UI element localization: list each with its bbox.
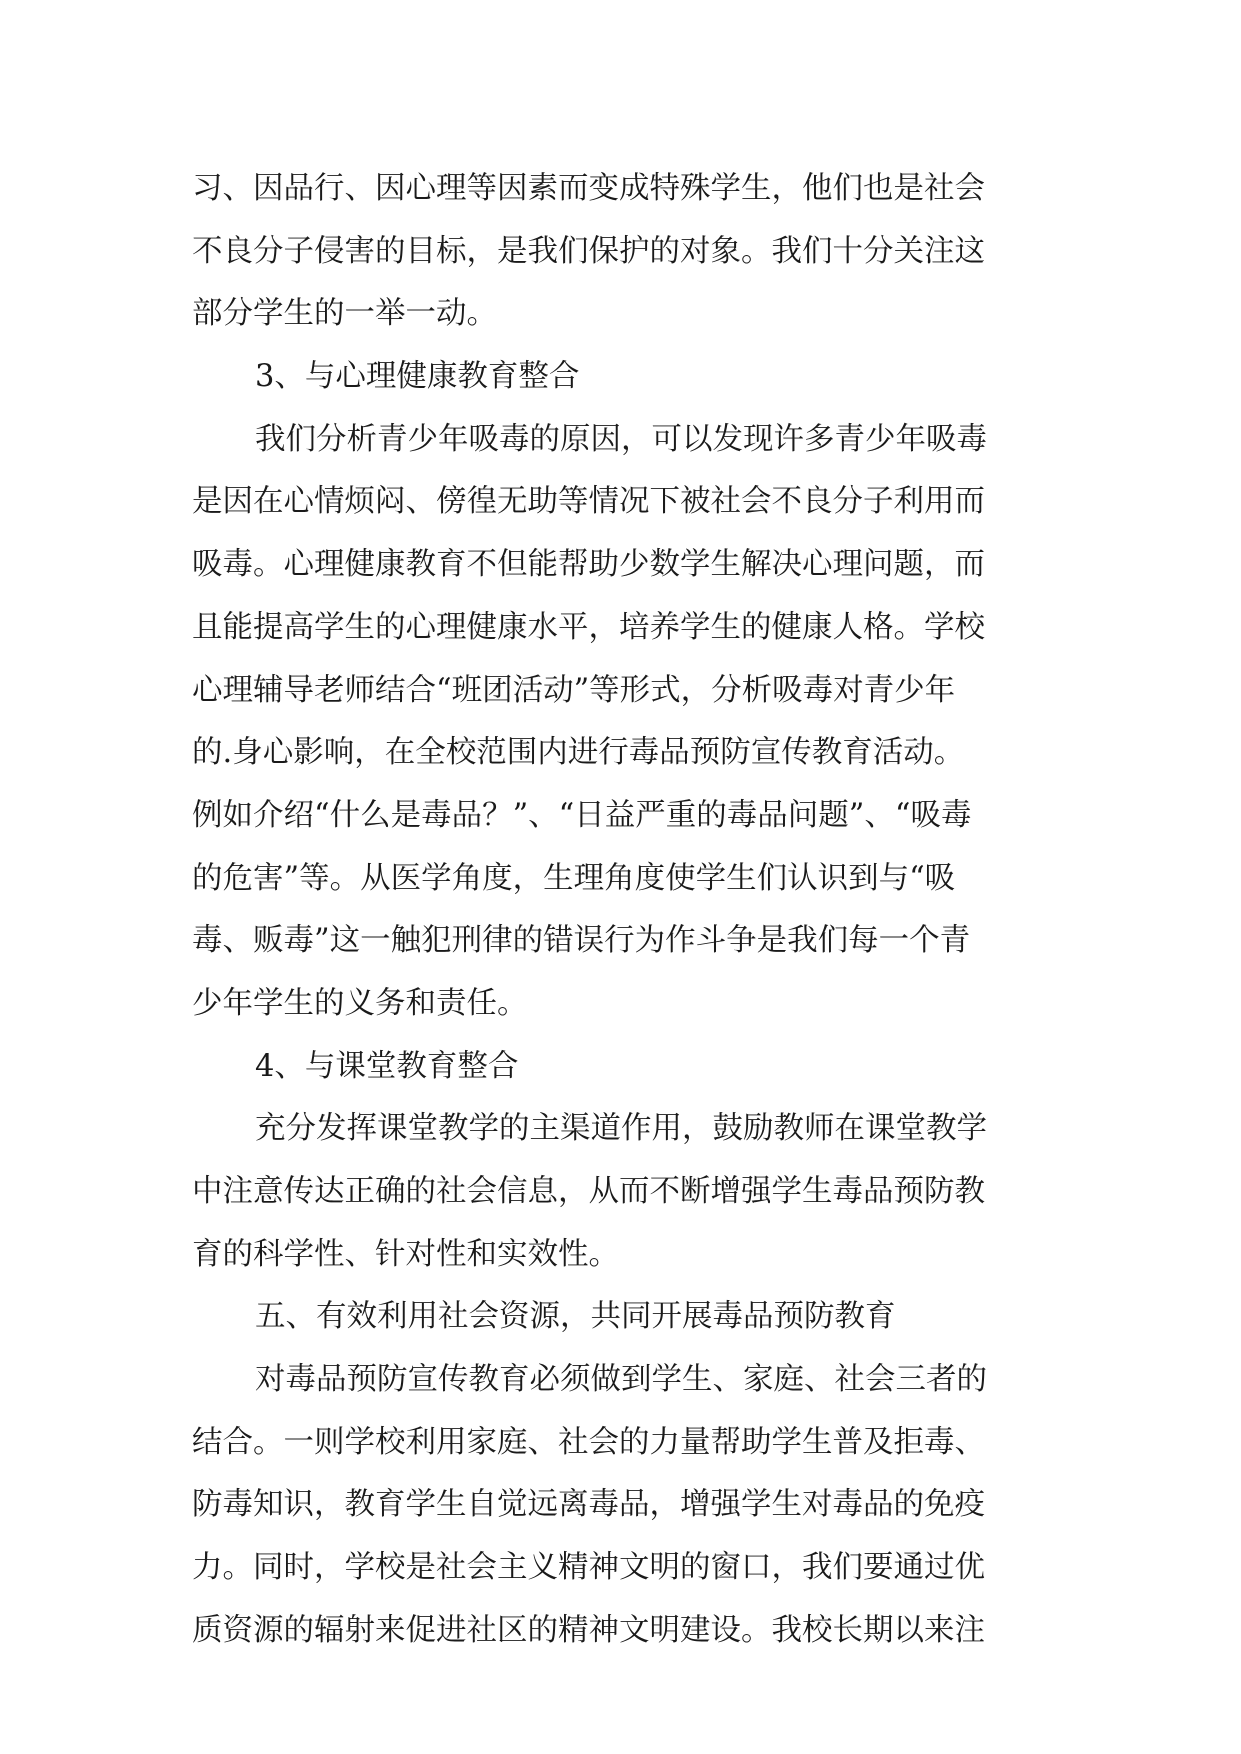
text-line: 质资源的辐射来促进社区的精神文明建设。我校长期以来注	[192, 1612, 985, 1648]
text-line: 结合。一则学校利用家庭、社会的力量帮助学生普及拒毒、	[192, 1424, 985, 1460]
text-line: 不良分子侵害的目标，是我们保护的对象。我们十分关注这	[192, 233, 985, 269]
document-body	[192, 158, 1062, 1663]
text-line: 心理辅导老师结合“班团活动”等形式，分析吸毒对青少年	[192, 672, 956, 708]
section-heading-3: 3、与心理健康教育整合	[255, 359, 580, 395]
section-heading-4: 4、与课堂教育整合	[255, 1048, 519, 1084]
text-line: 毒、贩毒”这一触犯刑律的错误行为作斗争是我们每一个青	[192, 923, 971, 959]
text-line: 防毒知识，教育学生自觉远离毒品，增强学生对毒品的免疫	[192, 1487, 985, 1523]
text-line: 力。同时，学校是社会主义精神文明的窗口，我们要通过优	[192, 1550, 985, 1586]
text-line: 例如介绍“什么是毒品？”、“日益严重的毒品问题”、“吸毒	[192, 797, 972, 833]
text-line: 育的科学性、针对性和实效性。	[192, 1236, 619, 1272]
text-line: 的危害”等。从医学角度，生理角度使学生们认识到与“吸	[192, 860, 956, 896]
text-line: 中注意传达正确的社会信息，从而不断增强学生毒品预防教	[192, 1174, 985, 1209]
text-line: 且能提高学生的心理健康水平，培养学生的健康人格。学校	[192, 609, 985, 645]
text-line: 的.身心影响，在全校范围内进行毒品预防宣传教育活动。	[192, 735, 965, 771]
text-line: 充分发挥课堂教学的主渠道作用，鼓励教师在课堂教学	[255, 1111, 987, 1147]
text-line: 习、因品行、因心理等因素而变成特殊学生，他们也是社会	[192, 171, 985, 206]
section-heading-5: 五、有效利用社会资源，共同开展毒品预防教育	[255, 1299, 896, 1335]
text-line: 我们分析青少年吸毒的原因，可以发现许多青少年吸毒	[255, 421, 987, 457]
text-line: 吸毒。心理健康教育不但能帮助少数学生解决心理问题，而	[192, 547, 985, 583]
text-line: 是因在心情烦闷、傍徨无助等情况下被社会不良分子利用而	[192, 484, 985, 520]
text-line: 对毒品预防宣传教育必须做到学生、家庭、社会三者的	[255, 1362, 987, 1398]
text-line: 部分学生的一举一动。	[192, 296, 497, 332]
text-line: 少年学生的义务和责任。	[192, 985, 528, 1021]
